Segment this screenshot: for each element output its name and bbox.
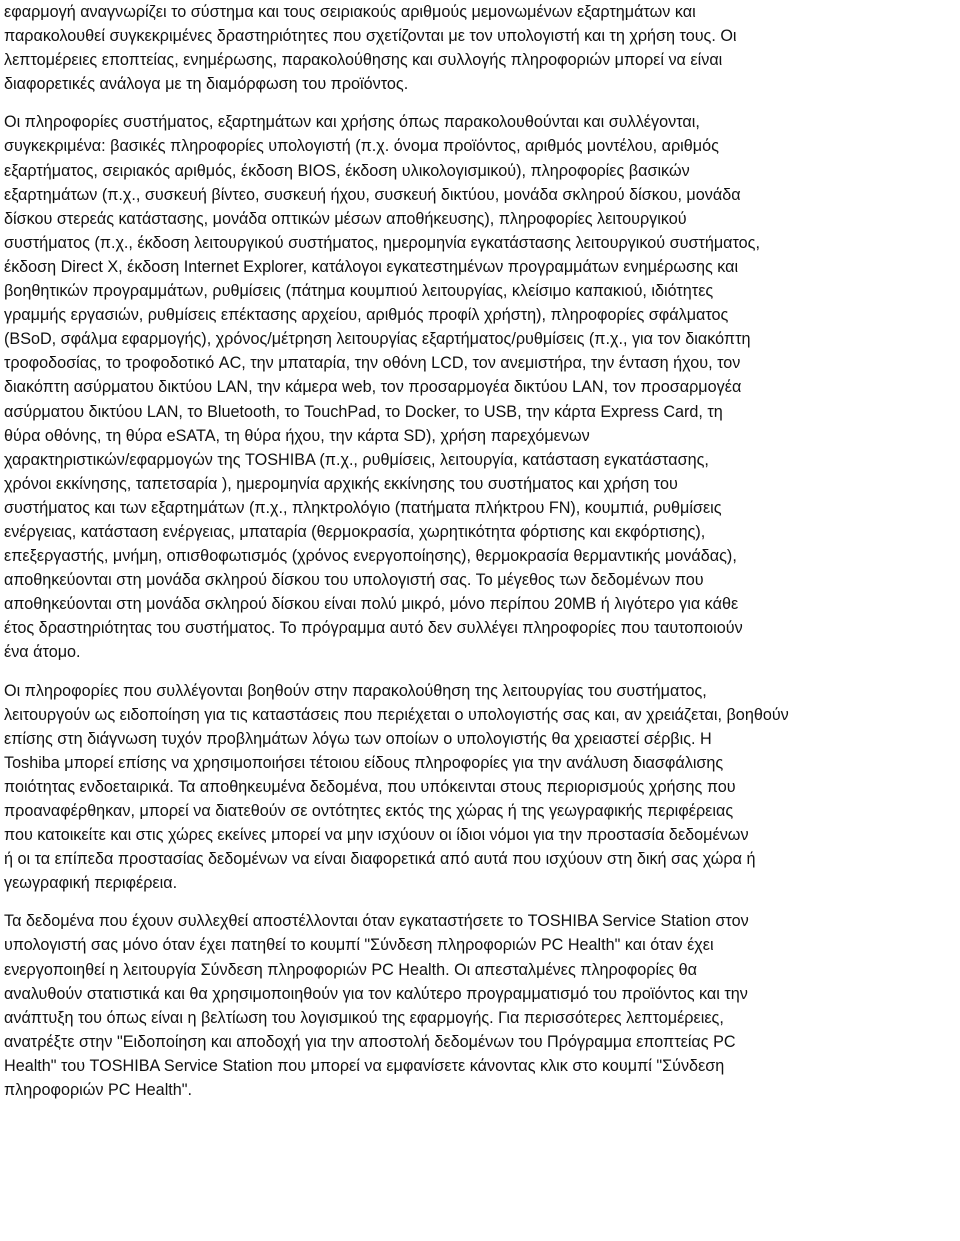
text-line: χρόνοι εκκίνησης, ταπετσαρία ), ημερομηνία αρχικής εκκίνησης του συστήματος και χρήση του bbox=[4, 474, 678, 493]
paragraph-gap bbox=[4, 665, 956, 679]
text-line: διακόπτη ασύρματου δικτύου LAN, την κάμερα web, τον προσαρμογέα δικτύου LAN, τον προσαρμογέα bbox=[4, 378, 742, 397]
text-line: έκδοση Direct X, έκδοση Internet Explorer, κατάλογοι εγκατεστημένων προγραμμάτων ενημέρωσης και bbox=[4, 257, 739, 276]
text-line: αναλυθούν στατιστικά και θα χρησιμοποιηθούν για τον καλύτερο προγραμματισμό του προϊόντος και την bbox=[4, 984, 748, 1003]
text-line: προαναφέρθηκαν, μπορεί να διατεθούν σε οντότητες εκτός της χώρας ή της γεωγραφικής περιφέρειας bbox=[4, 802, 734, 820]
text-line: ασύρματου δικτύου LAN, το Bluetooth, το TouchPad, το Docker, το USB, την κάρτα Express Card, τη bbox=[4, 402, 723, 421]
text-line: χαρακτηριστικών/εφαρμογών της TOSHIBA (π.χ., ρυθμίσεις, λειτουργία, κατάσταση εγκατάστασης, bbox=[4, 450, 709, 469]
text-line: πληροφοριών PC Health". bbox=[4, 1081, 193, 1100]
paragraph-1 bbox=[4, 0, 956, 96]
text-line: ανατρέξτε στην "Ειδοποίηση και αποδοχή για την αποστολή δεδομένων του Πρόγραμμα εποπτείας PC bbox=[4, 1032, 736, 1051]
text-line: επίσης στη διάγνωση τυχόν προβλημάτων λόγω των οποίων ο υπολογιστής θα χρειαστεί σέρβις. Η bbox=[4, 729, 712, 748]
text-line: συγκεκριμένα: βασικές πληροφορίες υπολογιστή (π.χ. όνομα προϊόντος, αριθμός μοντέλου, αριθμός bbox=[4, 137, 719, 156]
text-line: συστήματος (π.χ., έκδοση λειτουργικού συστήματος, ημερομηνία εγκατάστασης λειτουργικού συστήματος, bbox=[4, 233, 760, 252]
document-page bbox=[4, 0, 956, 1102]
text-line: παρακολουθεί συγκεκριμένες δραστηριότητες που σχετίζονται με τον υπολογιστή και τη χρήση τους. Οι bbox=[4, 27, 737, 46]
text-line: διαφορετικές ανάλογα με τη διαμόρφωση του προϊόντος. bbox=[4, 75, 409, 94]
text-line: τροφοδοσίας, το τροφοδοτικό AC, την μπαταρία, την οθόνη LCD, τον ανεμιστήρα, την ένταση ήχου, τον bbox=[4, 354, 741, 373]
text-line: Οι πληροφορίες συστήματος, εξαρτημάτων και χρήσης όπως παρακολουθούνται και συλλέγονται, bbox=[4, 113, 700, 132]
text-line: γεωγραφική περιφέρεια. bbox=[4, 874, 178, 893]
text-line: έτος δραστηριότητας του συστήματος. Το πρόγραμμα αυτό δεν συλλέγει πληροφορίες που ταυτοποιούν bbox=[4, 619, 743, 638]
text-line: ενεργοποιηθεί η λειτουργία Σύνδεση πληροφοριών PC Health. Οι απεσταλμένες πληροφορίες θα bbox=[4, 960, 697, 979]
text-line: λειτουργούν ως ειδοποίηση για τις καταστάσεις που περιέχεται ο υπολογιστής σας και, αν χρειάζεται, βοηθούν bbox=[4, 705, 789, 724]
text-line: Health" του TOSHIBA Service Station που μπορεί να εμφανίσετε κάνοντας κλικ στο κουμπί "Σύνδεση bbox=[4, 1056, 725, 1075]
text-line: Οι πληροφορίες που συλλέγονται βοηθούν στην παρακολούθηση της λειτουργίας του συστήματος, bbox=[4, 681, 707, 700]
text-line: υπολογιστή σας μόνο όταν έχει πατηθεί το κουμπί "Σύνδεση πληροφοριών PC Health" και όταν έχει bbox=[4, 936, 714, 955]
text-line: βοηθητικών προγραμμάτων, ρυθμίσεις (πάτημα κουμπιού λειτουργίας, κλείσιμο καπακιού, ιδιότητες bbox=[4, 282, 714, 301]
text-line: Toshiba μπορεί επίσης να χρησιμοποιήσει τέτοιου είδους πληροφορίες για την ανάλυση διασφάλισης bbox=[4, 753, 724, 772]
paragraph-gap bbox=[4, 895, 956, 909]
text-line: εφαρμογή αναγνωρίζει το σύστημα και τους σειριακούς αριθμούς μεμονωμένων εξαρτημάτων και bbox=[4, 3, 696, 21]
paragraph-3 bbox=[4, 679, 956, 896]
text-line: συστήματος και των εξαρτημάτων (π.χ., πληκτρολόγιο (πατήματα πλήκτρου FN), κουμπιά, ρυθμίσεις bbox=[4, 498, 722, 517]
text-line: ένα άτομο. bbox=[4, 643, 81, 662]
text-line: επεξεργαστής, μνήμη, οπισθοφωτισμός (χρόνος ενεργοποίησης), θερμοκρασία θερμαντικής μονάδας), bbox=[4, 547, 737, 566]
text-line: που κατοικείτε και στις χώρες εκείνες μπορεί να μην ισχύουν οι ίδιοι νόμοι για την προστασία δεδομένων bbox=[4, 826, 749, 845]
paragraph-2 bbox=[4, 110, 956, 664]
text-line: ενέργειας, κατάσταση ενέργειας, μπαταρία (θερμοκρασία, χωρητικότητα φόρτισης και εκφόρτισης), bbox=[4, 522, 706, 541]
text-line: ανάπτυξη του όπως είναι η βελτίωση του λογισμικού της εφαρμογής. Για περισσότερες λεπτομέρειες, bbox=[4, 1008, 724, 1027]
text-line: γραμμής εργασιών, ρυθμίσεις επέκτασης αρχείου, αριθμός προφίλ χρήστη), πληροφορίες σφάλματος bbox=[4, 306, 729, 325]
text-line: ποιότητας ενδοεταιρικά. Τα αποθηκευμένα δεδομένα, που υπόκεινται στους περιορισμούς χρήσης που bbox=[4, 777, 736, 796]
text-line: ή οι τα επίπεδα προστασίας δεδομένων να είναι διαφορετικά από αυτά που ισχύουν στη δική σας χώρα ή bbox=[4, 850, 756, 869]
paragraph-gap bbox=[4, 96, 956, 110]
text-line: λεπτομέρειες εποπτείας, ενημέρωσης, παρακολούθησης και συλλογής πληροφοριών μπορεί να είναι bbox=[4, 51, 723, 70]
text-line: αποθηκεύονται στη μονάδα σκληρού δίσκου του υπολογιστή σας. Το μέγεθος των δεδομένων που bbox=[4, 571, 704, 590]
text-line: εξαρτήματος, σειριακός αριθμός, έκδοση BIOS, έκδοση υλικολογισμικού), πληροφορίες βασικών bbox=[4, 161, 690, 180]
paragraph-4 bbox=[4, 909, 956, 1102]
text-line: θύρα οθόνης, τη θύρα eSATA, τη θύρα ήχου, την κάρτα SD), χρήση παρεχόμενων bbox=[4, 426, 590, 445]
text-line: εξαρτημάτων (π.χ., συσκευή βίντεο, συσκευή ήχου, συσκευή δικτύου, μονάδα σκληρού δίσκου, μονάδα bbox=[4, 185, 741, 204]
text-line: (BSoD, σφάλμα εφαρμογής), χρόνος/μέτρηση λειτουργίας εξαρτήματος/ρυθμίσεις (π.χ., για τον διακόπτη bbox=[4, 330, 751, 349]
text-line: δίσκου στερεάς κατάστασης, μονάδα οπτικών μέσων αποθήκευσης), πληροφορίες λειτουργικού bbox=[4, 209, 687, 228]
text-line: αποθηκεύονται στη μονάδα σκληρού δίσκου είναι πολύ μικρό, μόνο περίπου 20MB ή λιγότερο για κάθε bbox=[4, 595, 739, 614]
text-line: Τα δεδομένα που έχουν συλλεχθεί αποστέλλονται όταν εγκαταστήσετε το TOSHIBA Service Station στον bbox=[4, 912, 749, 931]
